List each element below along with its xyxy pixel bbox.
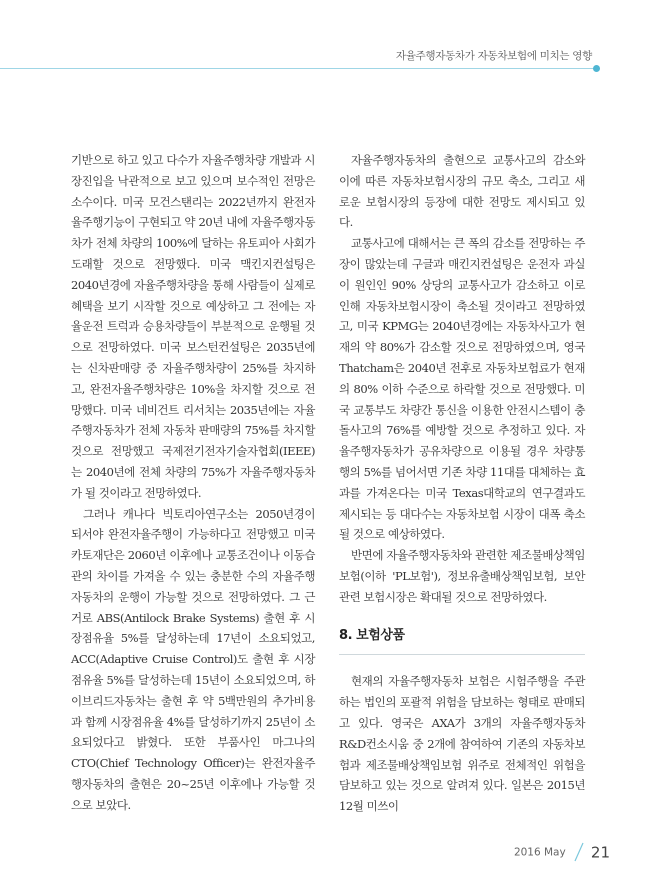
running-title: 자율주행자동차가 자동차보험에 미치는 영향 [395,50,592,62]
running-header [0,44,650,74]
header-dot-icon [593,65,600,72]
left-column [71,150,315,816]
body-paragraph: 자율주행자동차의 출현으로 교통사고의 감소와 이에 따른 자동차보험시장의 규모 축소, 그리고 새로운 보험시장의 등장에 대한 전망도 제시되고 있다. [339,153,585,230]
section-heading: 8. 보험상품 [339,626,585,656]
body-paragraph: 그러나 캐나다 빅토리아연구소는 2050년경이 되서야 완전자율주행이 가능하다고 전망했고 미국 카토재단은 2060년 이후에나 교통조건이나 이동습관의 차이를 가져올 수 있는 충분한 수의 자율주행자동차의 운행이 가능할 것으로 전망하였다. 그 근거로 ABS(Antilock Brake Systems) 출현 후 시장점유율 5%를 달성하는데 17년이 소요되었고, ACC(Adaptive Cruise Control)도 출현 후 시장점유율 5%를 달성하는데 15년이 소요되었으며, 하이브리드자동차는 출현 후 약 5백만원의 추가비용과 함께 시장점유율 4%를 달성하기까지 25년이 소요되었다고 밝혔다. 또한 부품사인 마그나의 CTO(Chief Technology Officer)는 완전자율주행자동차의 출현은 20~25년 이후에나 가능할 것으로 보았다. [71,506,315,812]
header-rule [0,68,600,69]
page-footer [514,842,610,863]
slash-divider-icon [573,842,585,862]
right-column [339,150,585,817]
body-paragraph: 반면에 자율주행자동차와 관련한 제조물배상책임보험(이하 'PL보험'), 정보유출배상책임보험, 보안관련 보험시장은 확대될 것으로 전망하였다. [339,548,585,604]
page-number: 21 [590,843,610,861]
issue-date: 2016 May [513,846,566,858]
body-paragraph: 현재의 자율주행자동차 보험은 시험주행을 주관하는 법인의 포괄적 위험을 담보하는 형태로 판매되고 있다. 영국은 AXA가 3개의 자율주행자동차 R&D컨소시움 중 2개에 참여하여 기존의 자동차보험과 제조물배상책임보험 위주로 전체적인 위험을 담보하고 있는 것으로 알려져 있다. 일본은 2015년 12월 미쓰이 [339,674,585,814]
body-paragraph: 교통사고에 대해서는 큰 폭의 감소를 전망하는 주장이 많았는데 구글과 매킨지컨설팅은 운전자 과실이 원인인 90% 상당의 교통사고가 감소하고 이로 인해 자동차보험시장이 축소될 것이라고 전망하였고, 미국 KPMG는 2040년경에는 자동차사고가 현재의 약 80%가 감소할 것으로 전망하였으며, 영국 Thatcham은 2040년 전후로 자동차보험료가 현재의 80% 이하 수준으로 하락할 것으로 전망했다. 미국 교통부도 차량간 통신을 이용한 안전시스템이 충돌사고의 76%를 예방할 것으로 추정하고 있다. 자율주행자동차가 공유차량으로 이용될 경우 차량통행의 5%를 넘어서면 기존 차량 11대를 대체하는 효과를 가져온다는 미국 Texas대학교의 연구결과도 제시되는 등 대다수는 자동차보험 시장이 대폭 축소될 것으로 예상하였다. [339,236,585,542]
body-paragraph: 기반으로 하고 있고 다수가 자율주행차량 개발과 시장진입을 낙관적으로 보고 있으며 보수적인 전망은 소수이다. 미국 모건스탠리는 2022년까지 완전자율주행기능이 구현되고 약 20년 내에 자율주행자동차가 전체 차량의 100%에 달하는 유토피아 사회가 도래할 것으로 전망했다. 미국 맥킨지컨설팅은 2040년경에 자율주행차량을 통해 사람들이 실제로 혜택을 보기 시작할 것으로 예상하고 그 전에는 자율운전 트럭과 승용차량들이 부분적으로 운행될 것으로 전망하였다. 미국 보스턴컨설팅은 2035년에는 신차판매량 중 자율주행차량이 25%를 차지하고, 완전자율주행차량은 10%을 차지할 것으로 전망했다. 미국 네비건트 리서치는 2035년에는 자율주행자동차가 전체 자동차 판매량의 75%를 차지할 것으로 전망했고 국제전기전자기술자협회(IEEE)는 2040년에 전체 차량의 75%가 자율주행자동차가 될 것이라고 전망하였다. [71,153,315,500]
